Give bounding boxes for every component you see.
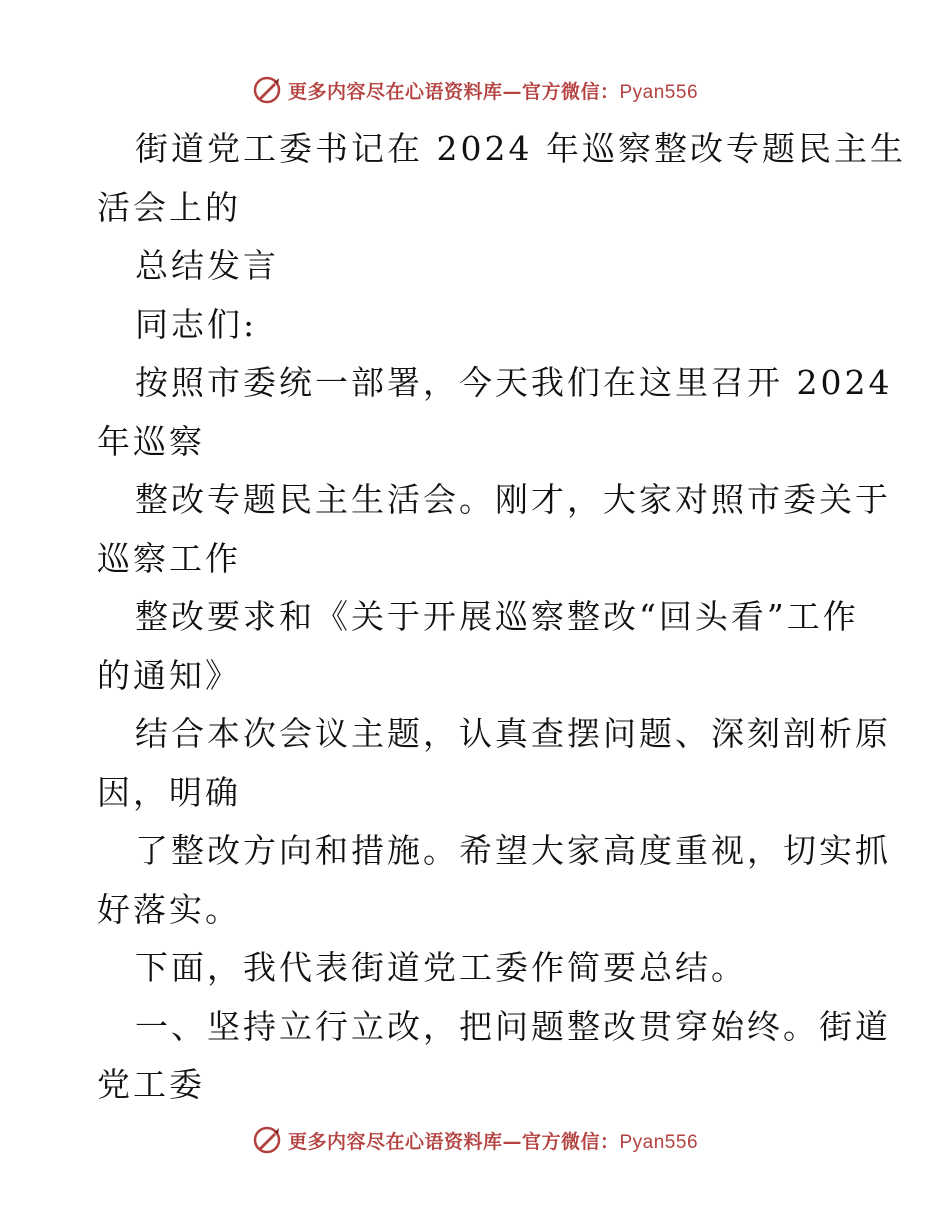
line-rest: 的通知》 — [97, 655, 241, 695]
paragraph — [97, 939, 857, 998]
paragraph — [97, 588, 857, 705]
feather-pen-logo-icon — [252, 1125, 282, 1155]
line-rest: 党工委 — [97, 1065, 205, 1104]
line-first: 整改要求和《关于开展巡察整改“回头看”工作 — [135, 597, 859, 636]
line-rest: 好落实。 — [97, 889, 241, 929]
line-first: 街道党工委书记在 2024 年巡察整改专题民主生 — [135, 129, 906, 168]
line-first: 整改专题民主生活会。刚才，大家对照市委关于 — [135, 480, 891, 519]
watermark-header — [0, 70, 950, 110]
line-first: 一、坚持立行立改，把问题整改贯穿始终。街道 — [135, 1006, 891, 1046]
watermark-label: 更多内容尽在心语资料库—官方微信： — [287, 80, 620, 103]
line-rest: 因，明确 — [97, 772, 241, 812]
line-first: 按照市委统一部署，今天我们在这里召开 2024 — [135, 363, 893, 402]
paragraph — [97, 354, 893, 471]
salutation — [97, 296, 857, 355]
watermark-footer — [0, 1120, 950, 1160]
line-rest: 年巡察 — [97, 421, 205, 461]
feather-pen-logo-icon — [252, 75, 282, 105]
line-rest: 巡察工作 — [97, 538, 241, 578]
line-first: 结合本次会议主题，认真查摆问题、深刻剖析原 — [135, 714, 891, 753]
line-first: 同志们: — [135, 304, 258, 344]
document-body — [97, 120, 906, 1115]
paragraph — [97, 471, 891, 588]
paragraph — [97, 705, 891, 822]
watermark-wechat-id: Pyan556 — [619, 1131, 699, 1153]
watermark-text — [288, 1127, 698, 1154]
section-heading — [97, 998, 891, 1115]
title-line-2 — [97, 237, 857, 296]
watermark-wechat-id: Pyan556 — [619, 81, 699, 103]
line-first: 了整改方向和措施。希望大家高度重视，切实抓 — [135, 831, 891, 870]
paragraph — [97, 822, 891, 939]
line-rest: 活会上的 — [97, 187, 241, 227]
line-first: 下面，我代表街道党工委作简要总结。 — [135, 948, 747, 987]
watermark-text — [288, 77, 698, 104]
watermark-label: 更多内容尽在心语资料库—官方微信： — [287, 1130, 620, 1153]
title-line — [97, 120, 906, 237]
line-first: 总结发言 — [135, 246, 279, 285]
